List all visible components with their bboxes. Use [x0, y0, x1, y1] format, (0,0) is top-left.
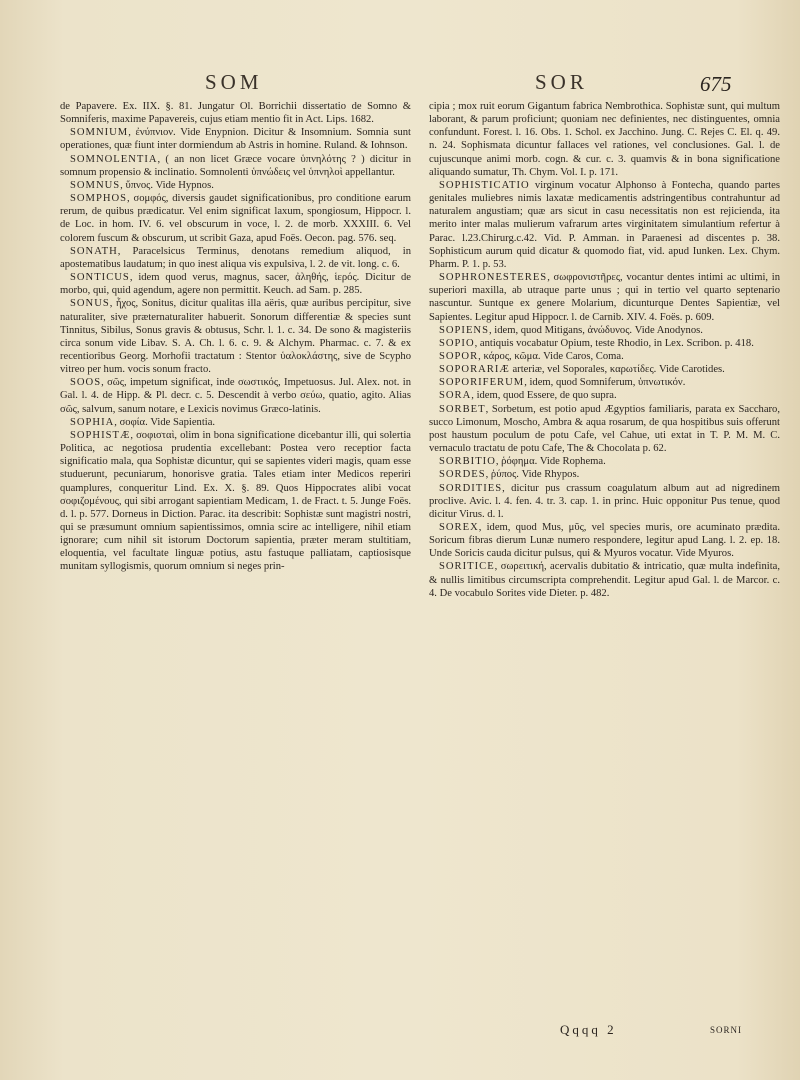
dictionary-entry: [60, 416, 411, 429]
running-header: [0, 70, 800, 100]
dictionary-entry: [429, 521, 780, 560]
entry-headword: SOPHISTÆ: [70, 429, 131, 441]
dictionary-entry: [429, 376, 780, 389]
dictionary-entry: [60, 153, 411, 179]
entry-headword: SOMNIUM: [70, 127, 129, 139]
entry-text: , ῥόφημα. Vide Rophema.: [495, 456, 606, 468]
entry-headword: SONATH: [70, 245, 118, 257]
entry-headword: SORDES: [439, 469, 486, 481]
dictionary-entry: [60, 376, 411, 415]
entry-text: , dicitur pus crassum coagulatum album aut ad nigredinem proclive. Avic. l. 4. fen. 4. tr. 3. cap. 1. in princ. Huic opponitur Pus tenue, quod dicitur Virus. d. l.: [429, 482, 780, 520]
dictionary-entry: [60, 100, 411, 126]
entry-headword: SOPOR: [439, 350, 479, 362]
entry-headword: SORA: [439, 390, 472, 402]
dictionary-entry: [429, 455, 780, 468]
dictionary-entry: [429, 271, 780, 324]
entry-text: , σωρειτική, acervalis dubitatio & intricatio, quæ multa indefinita, & nullis limitibus circumscripta comprehendit. Legitur apud Gal. l. de Marcor. c. 4. De vocabulo Sorites vide Dieter. p. 482.: [429, 561, 780, 599]
entry-text: , ( an non licet Græce vocare ὑπνηλότης ? ) dicitur in somnum propensio & inclinatio. Somnolenti ὑπνώδεις vel ὑπνηλοὶ appellantur.: [60, 153, 411, 178]
dictionary-entry: [429, 350, 780, 363]
left-headword: SOM: [205, 70, 263, 94]
entry-headword: SORDITIES: [439, 482, 503, 494]
entry-text: , Sorbetum, est potio apud Ægyptios familiaris, parata ex Saccharo, succo Limonum, Moscho, Ambra & aqua rosarum, de qua hospitibus suis offerunt post haustum poculum de potu Cafe, vel Cahue, uti extat in T. P. M. M. C. vernaculo tractatu de potu Cafe, The & Chocolata p. 62.: [429, 403, 780, 455]
dictionary-entry: [429, 363, 780, 376]
entry-text: , ἐνύπνιον. Vide Enypnion. Dicitur & Insomnium. Somnia sunt operationes, quæ fiunt inter dormiendum ab Astris in homine. Ruland. & Iohnson.: [60, 127, 411, 152]
entry-text: virginum vocatur Alphonso à Fontecha, quando partes genitales muliebres nimis laxatæ medicamentis adstringentibus contrahuntur ad naturalem angustiam; quæ ars sicut in casu necessitatis non est rejicienda, ita merito inter malas mulierum vafrarum artes virginitatem simulantium refertur à Parac. l.23.Chirurg.c.42. Vid. P. Amman. in Paraenesi ad discentes p. 38. Sophisticum aurum quid dicatur & quomodo fiat, vid. apud Iunken. Lex. Chym. Pharm. P. 1. p. 53.: [429, 179, 780, 270]
dictionary-entry: [60, 297, 411, 376]
entry-text: , σωφρονιστῆρες, vocantur dentes intimi ac ultimi, in superiori maxilla, ab utraque parte unus ; qui in tertio vel quarto septenario nascuntur. Suntque ex genere Molarium, dicunturque Dentes Sapientiæ, vel Sapientes. Legitur apud Hippocr. l. de Carnib. XIV. 4. Foës. p. 609.: [429, 272, 780, 323]
entry-text: , idem, quod Somniferum, ὑπνωτικόν.: [524, 377, 686, 389]
dictionary-entry: [60, 126, 411, 152]
entry-headword: SOPORARIÆ: [439, 364, 510, 376]
entry-text: , idem, quod Mus, μῦς, vel species muris, ore acuminato prædita. Soricum fibras dierum Lunæ numero respondere, legitur apud Lang. l. 2. ep. 18. Unde Soricis cauda dicitur pulsus, qui & Myuros vocatur. Vide Myuros.: [429, 522, 780, 560]
entry-text: , idem quod verus, magnus, sacer, ἀληθής, ἱερός. Dicitur de morbo, qui, quid agendum, agere non permittit. Keuch. ad Sam. p. 285.: [60, 272, 411, 297]
dictionary-entry: [429, 560, 780, 599]
entry-text: , σομφός, diversis gaudet significationibus, pro conditione earum rerum, de quibus prædicatur. Vel enim significat laxum, spongiosum, Hippocr. l. de Loc. in hom. IV. 6. vel obscurum in voce, l. 2. de morb. XXXIII. 6. Vel colorem fuscum & obscurum, ut scribit Gaza, apud Foës. Oecon. pag. 576. seq.: [60, 193, 411, 244]
entry-headword: SOMPHOS: [70, 193, 128, 205]
dictionary-entry: [60, 429, 411, 574]
entry-text: , antiquis vocabatur Opium, teste Rhodio, in Lex. Scribon. p. 418.: [474, 337, 754, 349]
page-number: 675: [700, 72, 732, 96]
dictionary-entry: [429, 100, 780, 179]
dictionary-entry: [429, 389, 780, 402]
entry-headword: SORBET: [439, 403, 486, 415]
page-footer: [560, 1022, 760, 1042]
entry-headword: SOPHRONESTERES: [439, 272, 548, 284]
entry-text: , κάρος, κῶμα. Vide Caros, Coma.: [478, 350, 624, 362]
entry-text: , σοφία. Vide Sapientia.: [114, 416, 216, 428]
catchword: SORNI: [710, 1025, 743, 1035]
dictionary-entry: [429, 324, 780, 337]
entry-text: , σοφισταὶ, olim in bona significatione dicebantur illi, qui solertia Politica, ac negotiosa prudentia excellebant: Postea vero receptior facta significatio mala, qua Sophistæ dicuntur, qui se sapientes videri magis, quam esse studuerunt, pecuniarum, honorisve gratia. Tales etiam inter Medicos reperiri quamplures, conqueritur Lind. Ex. X. §. 89. Quos Hippocrates alibi vocat σοφιζομένους, qui sibi arrogant sapientiam Medicam, 1. de Fract. t. 5. Junge Foës. d. l. p. 577. Dorneus in Diction. Parac. ita describit: Sophistæ sunt magistri nostri, qui se præsumunt omnium sapientissimos, omnia scire ac intelligere, nihil etiam ignorare; cum nihil sit istorum Doctorum sapientia, præter meram stultitiam, eloquentia, vel facultate linguæ potius, astu fastuque palliatam, captiosisque munitam syllogismis, quorum omnium si neges prin-: [60, 429, 411, 573]
entry-headword: SONTICUS: [70, 272, 130, 284]
entry-text: arteriæ, vel Soporales, καρωτίδες. Vide Carotides.: [509, 364, 725, 376]
dictionary-entry: [429, 403, 780, 456]
entry-text: , idem, quod Mitigans, ἀνώδυνος. Vide Anodynos.: [488, 324, 703, 336]
entry-headword: SORITICE: [439, 561, 495, 573]
entry-headword: SORBITIO: [439, 456, 496, 468]
entry-headword: SOMNOLENTIA: [70, 153, 158, 165]
entry-text: , ὕπνος. Vide Hypnos.: [120, 179, 214, 191]
dictionary-entry: [60, 179, 411, 192]
dictionary-entry: [429, 468, 780, 481]
entry-text: , ῥύπος. Vide Rhypos.: [485, 469, 580, 481]
right-headword: SOR: [535, 70, 588, 94]
entry-headword: SONUS: [70, 298, 110, 310]
entry-text: , σῶς, impetum significat, inde σωστικός, Impetuosus. Jul. Alex. not. in Gal. l. 4. de Hipp. & Pl. decr. c. 5. Descendit à verbo σεύω, quatio, agito. Alias σῶς, salvum, sanum notare, e Lexicis novimus Græco-latinis.: [60, 377, 411, 415]
entry-headword: SOPHIA: [70, 416, 115, 428]
entry-text: , Paracelsicus Terminus, denotans remedium aliquod, in apostematibus laudatum; in quo inest aliqua vis expulsiva, l. 2. de vit. long. c. 6.: [60, 245, 411, 270]
dictionary-entry: [60, 271, 411, 297]
dictionary-entry: [429, 482, 780, 521]
dictionary-entry: [60, 245, 411, 271]
entry-headword: SOPORIFERUM: [439, 377, 525, 389]
entry-headword: SOPHISTICATIO: [439, 179, 530, 191]
entry-headword: SOREX: [439, 522, 479, 533]
left-column: [60, 100, 411, 574]
entry-headword: SOPIO: [439, 337, 475, 349]
signature-mark: Qqqq 2: [560, 1022, 617, 1037]
entry-text: , idem, quod Essere, de quo supra.: [471, 390, 617, 402]
dictionary-entry: [429, 179, 780, 271]
dictionary-entry: [60, 192, 411, 245]
entry-headword: SOMNUS: [70, 179, 121, 191]
dictionary-entry: [429, 337, 780, 350]
right-column: [429, 100, 780, 600]
entry-text: cipia ; mox ruit eorum Gigantum fabrica Nembrothica. Sophistæ sunt, qui multum laborant, & parum proficiunt; quoniam nec definientes, nec distinguentes, omnia confundunt. Forest. l. 16. Obs. 1. Schol. ex Jacchino. Jung. C. Rejes C. El. q. 49. n. 24. Sophismata dicuntur fallaces vel rationes, vel conclusiones. Gal. l. de cujuscunque animi morb. cogn. & cur. c. 3. quamvis & in bona significatione aliquando sumatur, Th. Chym. Vol. I. p. 171.: [429, 101, 780, 178]
entry-text: de Papavere. Ex. IIX. §. 81. Jungatur Ol. Borrichii dissertatio de Somno & Somniferis, maxime Papavereis, cujus etiam mentio fit in Act. Lips. 1682.: [60, 101, 411, 126]
entry-headword: SOOS: [70, 377, 102, 389]
entry-headword: SOPIENS: [439, 324, 489, 336]
entry-text: , ἦχος, Sonitus, dicitur qualitas illa aëris, quæ auribus percipitur, sive naturaliter, sive præternaturaliter habuerit. Sonorum differentiæ & species sunt Tinnitus, Sibilus, Sonus gravis & obtusus, Schr. l. 1. c. 34. De sono & magisteriis circa sonum vide Libav. S. A. Ch. l. 6. c. 9. & Alchym. Pharmac. c. 7. & ex recentioribus Georg. Morhofii tractatum : Stentor ὑαλοκλάστης, sive de Scypho vitreo per hum. vocis sonum fracto.: [60, 298, 411, 376]
